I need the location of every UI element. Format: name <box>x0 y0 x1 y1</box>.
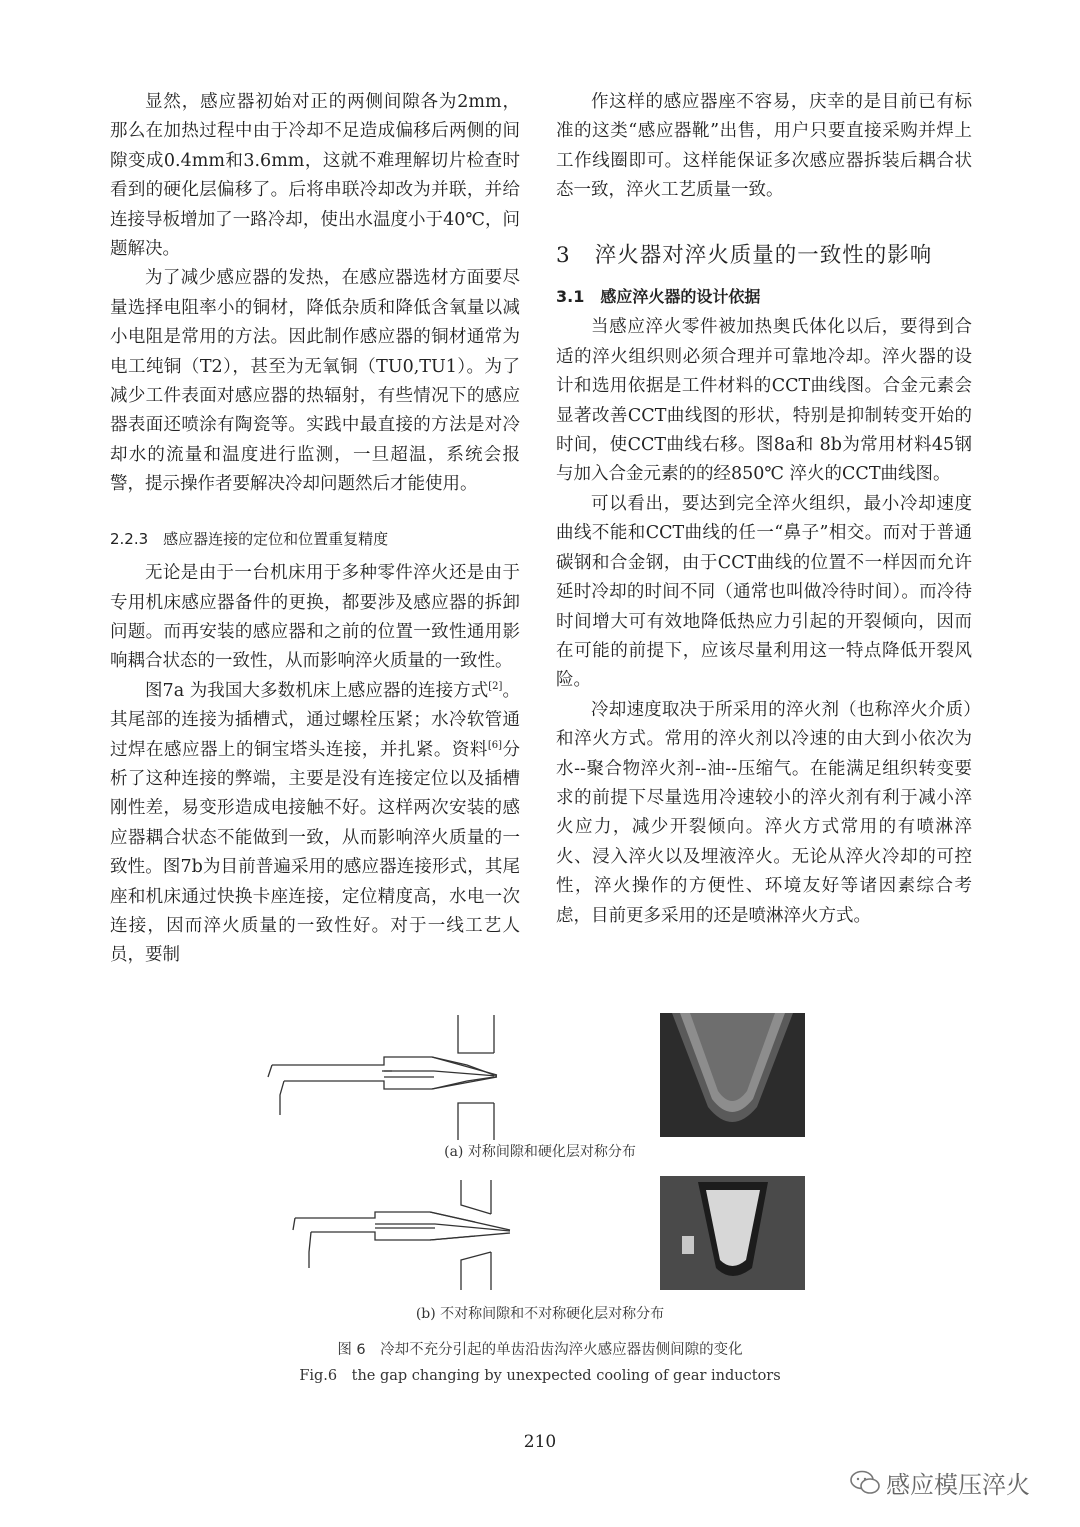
paragraph: 无论是由于一台机床用于多种零件淬火还是由于专用机床感应器备件的更换，都要涉及感应器的拆卸问题。而再安装的感应器和之前的位置一致性通用影响耦合状态的一致性，从而影响淬火质量的一致性。 <box>110 563 520 672</box>
watermark-text: 感应模压淬火 <box>886 1471 1030 1499</box>
caption-a: (a) 对称间隙和硬化层对称分布 <box>444 1144 636 1160</box>
paragraph <box>110 677 520 971</box>
subheading-2-2-3: 2.2.3 感应器连接的定位和位置重复精度 <box>110 529 389 548</box>
paragraph: 作这样的感应器座不容易，庆幸的是目前已有标准的这类“感应器靴”出售，用户只要直接采购并焊上工作线圈即可。这样能保证多次感应器拆装后耦合状态一致，淬火工艺质量一致。 <box>556 92 972 201</box>
paragraph: 冷却速度取决于所采用的淬火剂（也称淬火介质）和淬火方式。常用的淬火剂以冷速的由大到小依次为水--聚合物淬火剂--油--压缩气。在能满足组织转变要求的前提下尽量选用冷速较小的淬火剂有利于减小淬火应力，减少开裂倾向。淬火方式常用的有喷淋淬火、浸入淬火以及埋液淬火。无论从淬火冷却的可控性，淬火操作的方便性、环境友好等诸因素综合考虑，目前更多采用的还是喷淋淬火方式。 <box>556 699 972 926</box>
left-column <box>110 88 520 971</box>
section-heading <box>556 241 972 270</box>
paragraph: 为了减少感应器的发热，在感应器选材方面要尽量选择电阻率小的铜材，降低杂质和降低含氧量以减小电阻是常用的方法。因此制作感应器的铜材通常为电工纯铜（T2），甚至为无氧铜（TU0,TU1）。为了减少工件表面对感应器的热辐射，有些情况下的感应器表面还喷涂有陶瓷等。实践中最直接的方法是对冷却水的流量和温度进行监测，一旦超温，系统会报警，提示操作者要解决冷却问题然后才能使用。 <box>110 268 520 495</box>
photo-b-shape <box>660 1176 805 1290</box>
figure-caption-en: Fig.6 the gap changing by unexpected cooling of gear inductors <box>299 1368 781 1384</box>
wechat-icon <box>850 1470 880 1496</box>
paragraph: 显然，感应器初始对正的两侧间隙各为2mm，那么在加热过程中由于冷却不足造成偏移后两侧的间隙变成0.4mm和3.6mm，这就不难理解切片检查时看到的硬化层偏移了。后将串联冷却改为并联，并给连接导板增加了一路冷却，使出水温度小于40℃，问题解决。 <box>110 92 520 260</box>
section-number: 3 <box>556 242 571 268</box>
subsection-title: 感应淬火器的设计依据 <box>600 287 761 307</box>
inductor-drawing-a <box>262 1015 552 1140</box>
photo-a-shape <box>660 1013 805 1137</box>
watermark <box>850 1465 1030 1500</box>
figure-caption-cn: 图 6 冷却不充分引起的单齿沿齿沟淬火感应器齿侧间隙的变化 <box>337 1342 743 1358</box>
subsection-number: 3.1 <box>556 287 585 307</box>
caption-b: (b) 不对称间隙和不对称硬化层对称分布 <box>415 1306 665 1322</box>
hardened-layer-photo-a <box>660 1013 805 1137</box>
page-number: 210 <box>523 1432 557 1452</box>
citation-ref: [2] <box>488 680 503 692</box>
section-title: 淬火器对淬火质量的一致性的影响 <box>594 242 933 268</box>
citation-ref: [6] <box>487 739 503 751</box>
inductor-drawing-b <box>285 1180 555 1290</box>
text-run: 图7a 为我国大多数机床上感应器的连接方式 <box>145 680 489 701</box>
text-run: 。其尾部的连接为插槽式，通过螺栓压紧；水冷软管通过焊在感应器上的铜宝塔头连接，并扎紧。资料 <box>110 680 520 760</box>
right-column <box>556 88 972 931</box>
paragraph: 当感应淬火零件被加热奥氏体化以后，要得到合适的淬火组织则必须合理并可靠地冷却。淬火器的设计和选用依据是工件材料的CCT曲线图。合金元素会显著改善CCT曲线图的形状，特别是抑制转变开始的时间，使CCT曲线右移。图8a和 8b为常用材料45钢与加入合金元素的的经850℃ 淬火的CCT曲线图。 <box>556 317 972 485</box>
subsection-heading <box>556 282 972 311</box>
hardened-layer-photo-b <box>660 1176 805 1290</box>
paragraph: 可以看出，要达到完全淬火组织，最小冷却速度曲线不能和CCT曲线的任一“鼻子”相交。而对于普通碳钢和合金钢，由于CCT曲线的位置不一样因而允许延时冷却的时间不同（通常也叫做冷待时间）。而冷待时间增大可有效地降低热应力引起的开裂倾向，因而在可能的前提下，应该尽量利用这一特点降低开裂风险。 <box>556 493 972 691</box>
text-run: 分析了这种连接的弊端，主要是没有连接定位以及插槽刚性差，易变形造成电接触不好。这样两次安装的感应器耦合状态不能做到一致，从而影响淬火质量的一致性。图7b为目前普遍采用的感应器连接形式，其尾座和机床通过快换卡座连接，定位精度高，水电一次连接，因而淬火质量的一致性好。对于一线工艺人员，要制 <box>110 739 521 966</box>
